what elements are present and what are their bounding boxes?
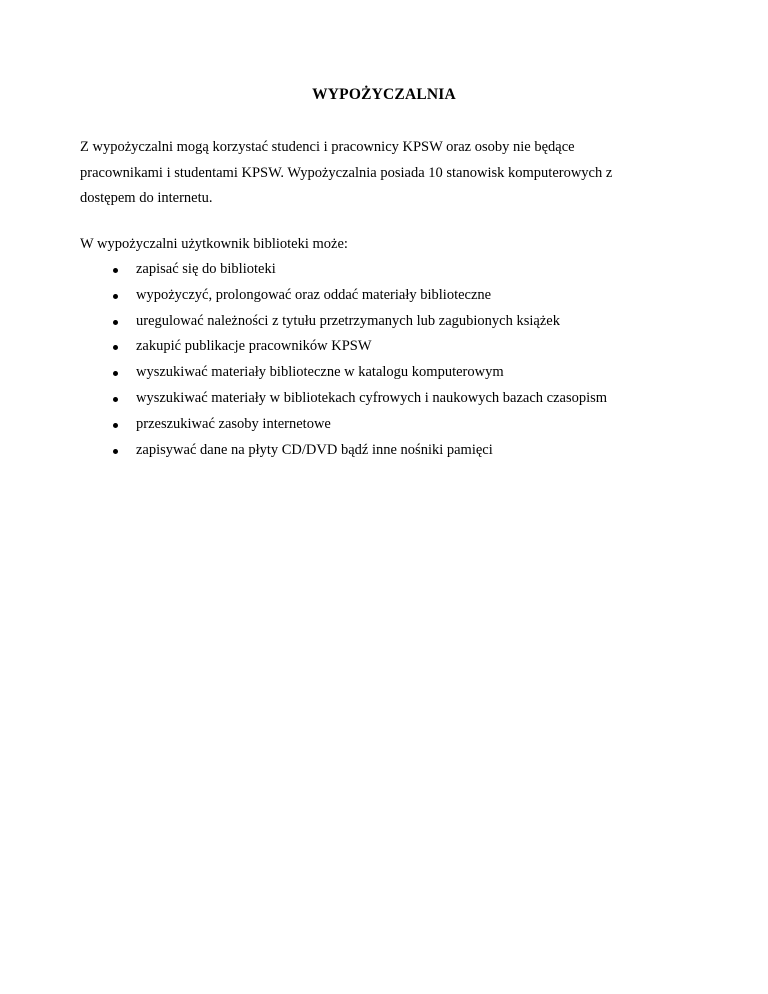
list-item [80,283,607,309]
bullet-icon [113,449,118,454]
paragraph-line: dostępem do internetu. [80,190,213,206]
list-item [80,360,607,386]
list-item [80,309,607,335]
list-item [80,412,607,438]
list-item [80,438,607,464]
bullet-icon [113,294,118,299]
list-item [80,386,607,412]
list-item [80,334,607,360]
services-list [80,257,607,463]
bullet-icon [113,371,118,376]
list-item [80,257,607,283]
intro-paragraph [80,135,680,212]
bullet-icon [113,423,118,428]
list-item-text: uregulować należności z tytułu przetrzymanych lub zagubionych książek [136,312,560,329]
list-item-text: zapisać się do biblioteki [136,261,276,277]
paragraph-line: Z wypożyczalni mogą korzystać studenci i pracownicy KPSW oraz osoby nie będące [80,139,575,155]
list-item-text: wyszukiwać materiały biblioteczne w katalogu komputerowym [136,364,504,381]
document-title: WYPOŻYCZALNIA [312,86,456,103]
list-intro: W wypożyczalni użytkownik biblioteki może: [80,236,348,252]
bullet-icon [113,345,118,350]
bullet-icon [113,320,118,325]
list-item-text: przeszukiwać zasoby internetowe [136,415,331,432]
list-item-text: zapisywać dane na płyty CD/DVD bądź inne nośniki pamięci [136,441,493,458]
list-item-text: zakupić publikacje pracowników KPSW [136,338,372,355]
paragraph-line: pracownikami i studentami KPSW. Wypożyczalnia posiada 10 stanowisk komputerowych z [80,164,613,181]
list-item-text: wypożyczyć, prolongować oraz oddać materiały biblioteczne [136,286,492,303]
bullet-icon [113,397,118,402]
list-item-text: wyszukiwać materiały w bibliotekach cyfrowych i naukowych bazach czasopism [136,389,608,406]
bullet-icon [113,268,118,273]
